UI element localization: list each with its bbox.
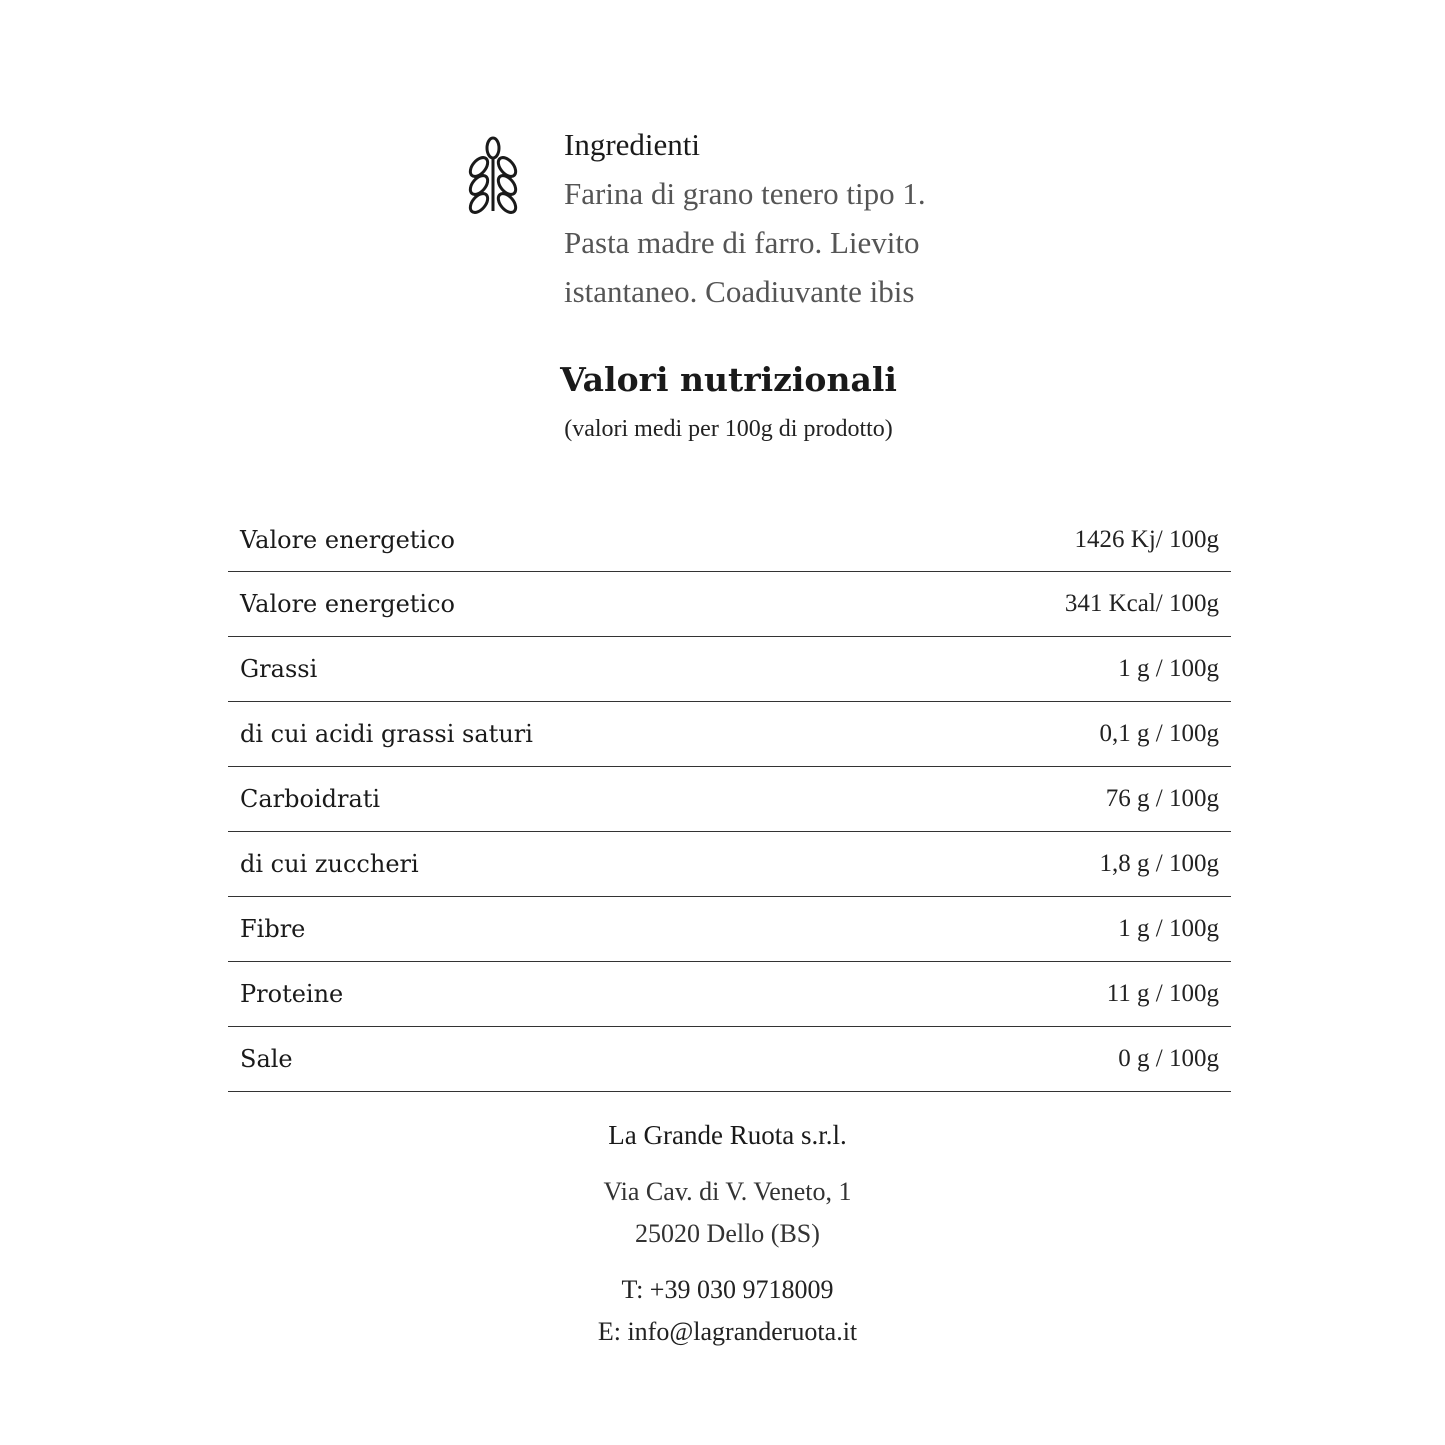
wheat-icon xyxy=(465,135,521,215)
nutrient-name: Valore energetico xyxy=(240,590,455,618)
company-name: La Grande Ruota s.r.l. xyxy=(608,1120,847,1150)
table-row xyxy=(228,962,1231,1027)
ingredients-list xyxy=(564,169,1024,316)
address-line: Via Cav. di V. Veneto, 1 xyxy=(603,1177,852,1206)
nutrient-name: Fibre xyxy=(240,915,306,943)
company-contact xyxy=(0,1269,1445,1353)
nutrient-value: 11 g / 100g xyxy=(1106,980,1219,1007)
ingredients-section xyxy=(465,125,1025,325)
nutrient-value: 1,8 g / 100g xyxy=(1099,850,1219,877)
nutrient-value: 1 g / 100g xyxy=(1118,915,1219,942)
table-row xyxy=(228,637,1231,702)
nutrition-subtitle: (valori medi per 100g di prodotto) xyxy=(564,416,893,442)
nutrient-value: 1 g / 100g xyxy=(1118,655,1219,682)
ingredients-title: Ingredienti xyxy=(564,127,701,162)
table-row xyxy=(228,1027,1231,1092)
nutrient-value: 341 Kcal/ 100g xyxy=(1064,590,1219,617)
ingredients-line: istantaneo. Coadiuvante ibis xyxy=(564,274,915,309)
company-address xyxy=(0,1171,1445,1255)
nutrient-name: Valore energetico xyxy=(240,525,455,554)
table-row xyxy=(228,897,1231,962)
nutrient-value: 76 g / 100g xyxy=(1105,785,1219,812)
table-row xyxy=(228,767,1231,832)
nutrient-value: 1426 Kj/ 100g xyxy=(1074,525,1219,553)
nutrient-name: Proteine xyxy=(240,980,344,1008)
table-row xyxy=(228,832,1231,897)
nutrient-name: di cui acidi grassi saturi xyxy=(240,720,533,748)
phone-number: T: +39 030 9718009 xyxy=(621,1275,834,1304)
nutrition-table xyxy=(228,508,1231,1092)
nutrient-name: di cui zuccheri xyxy=(240,850,419,878)
table-row xyxy=(228,572,1231,637)
table-row xyxy=(228,702,1231,767)
nutrient-value: 0,1 g / 100g xyxy=(1099,720,1219,747)
ingredients-text xyxy=(564,125,1024,316)
company-info xyxy=(0,1117,1445,1353)
email-address: E: info@lagranderuota.it xyxy=(597,1317,858,1346)
nutrient-name: Grassi xyxy=(240,655,318,683)
ingredients-line: Pasta madre di farro. Lievito xyxy=(564,225,920,260)
address-line: 25020 Dello (BS) xyxy=(635,1219,820,1248)
nutrient-value: 0 g / 100g xyxy=(1118,1045,1219,1072)
table-row xyxy=(228,508,1231,572)
nutrition-heading xyxy=(0,358,1445,444)
nutrient-name: Carboidrati xyxy=(240,785,381,813)
nutrition-title: Valori nutrizionali xyxy=(560,360,897,399)
nutrient-name: Sale xyxy=(240,1045,293,1073)
ingredients-line: Farina di grano tenero tipo 1. xyxy=(564,176,926,211)
